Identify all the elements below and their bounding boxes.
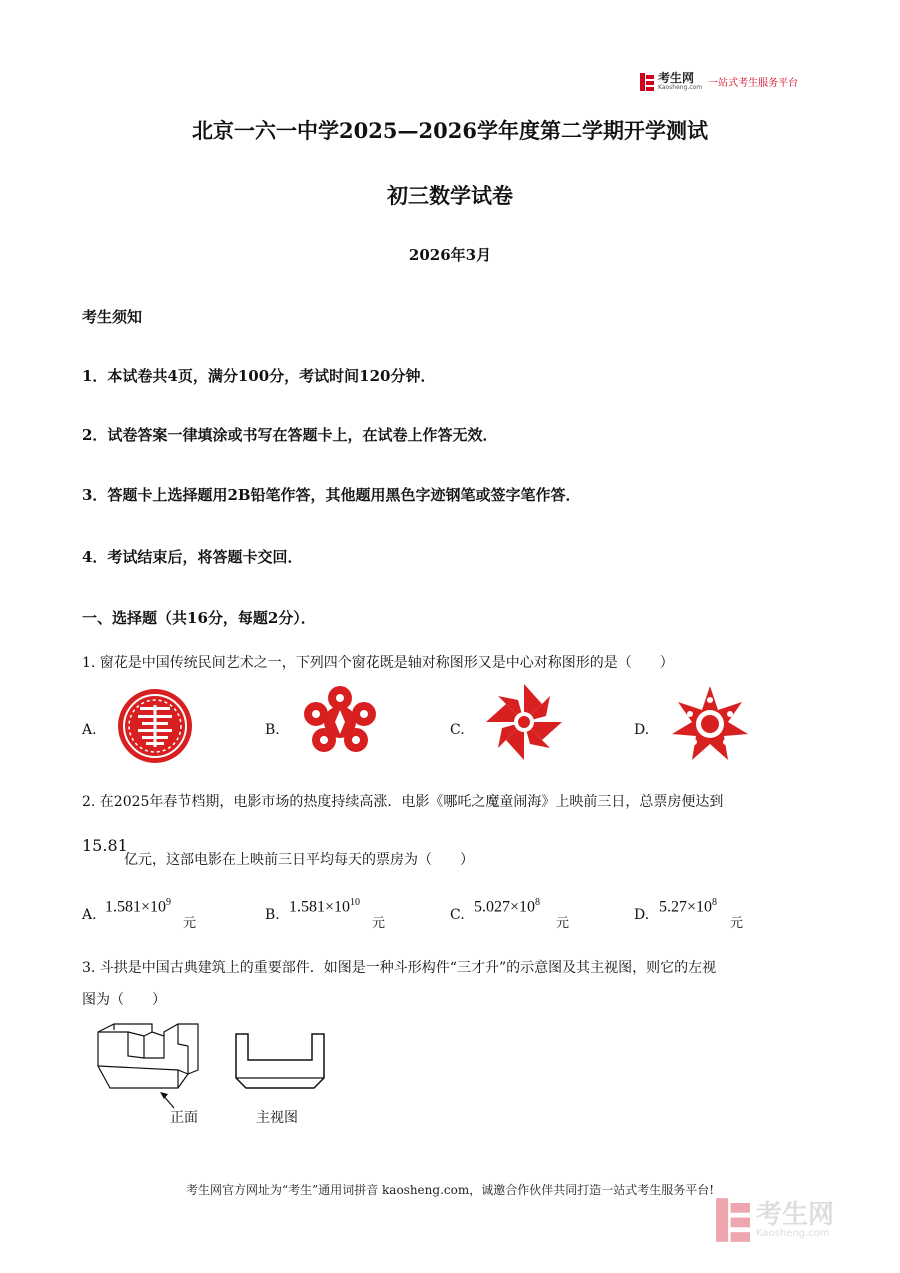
brand-name: 考生网 — [658, 71, 695, 85]
q3-main-view-figure — [232, 1030, 328, 1092]
question-2-amount: 15.81 — [82, 836, 128, 855]
brand-logo — [640, 72, 798, 91]
q1-option-a-label: A. — [82, 722, 97, 738]
brand-url: Kaosheng.com — [658, 84, 703, 91]
question-2-text-line1: 2. 在2025年春节档期，电影市场的热度持续高涨．电影《哪吒之魔童闹海》上映前三日，总票房便达到 — [82, 794, 724, 810]
q2-option-d-value — [659, 897, 717, 916]
watermark-text — [756, 1199, 835, 1239]
notice-item-2: 2．试卷答案一律填涂或书写在答题卡上，在试卷上作答无效． — [82, 426, 498, 444]
exam-title: 北京一六一中学2025—2026学年度第二学期开学测试 — [192, 118, 708, 143]
q2-option-b-mantissa: 1.581×10 — [289, 898, 351, 916]
notice-item-4: 4．考试结束后，将答题卡交回． — [82, 548, 303, 566]
q1-option-a-paper-cut-icon — [116, 687, 194, 765]
q2-option-b-value — [289, 897, 360, 916]
q1-option-d-star-flower-cut-icon — [670, 684, 750, 764]
q3-sancaisheng-3d-figure — [94, 1020, 206, 1120]
watermark-logo-icon — [716, 1198, 750, 1242]
notice-heading: 考生须知 — [82, 308, 143, 326]
q2-option-a-unit: 元 — [183, 916, 197, 931]
q2-option-c-exponent: 8 — [535, 897, 541, 908]
watermark-brand-name: 考生网 — [756, 1199, 835, 1230]
question-3-text-line2: 图为（ ） — [82, 992, 166, 1008]
q2-option-d-unit: 元 — [730, 916, 744, 931]
q2-option-c-label: C. — [450, 907, 465, 923]
q1-option-b-flower-cut-icon — [300, 684, 380, 756]
q1-option-d-label: D. — [634, 722, 650, 738]
q2-option-d-exponent: 8 — [712, 897, 718, 908]
q1-option-c-pinwheel-cut-icon — [484, 682, 564, 762]
question-1-text: 1. 窗花是中国传统民间艺术之一，下列四个窗花既是轴对称图形又是中心对称图形的是（ ） — [82, 655, 674, 671]
q3-label-main-view: 主视图 — [256, 1110, 298, 1126]
q2-option-a-label: A. — [82, 907, 97, 923]
brand-text — [658, 72, 702, 91]
q2-option-a-mantissa: 1.581×10 — [105, 898, 167, 916]
watermark-brand-url: Kaosheng.com — [756, 1227, 830, 1239]
q2-option-b-exponent: 10 — [350, 897, 361, 908]
section-heading: 一、选择题（共16分，每题2分）． — [82, 609, 316, 627]
q1-option-c-label: C. — [450, 722, 465, 738]
question-2-text-line2: 亿元，这部电影在上映前三日平均每天的票房为（ ） — [124, 852, 474, 868]
q1-option-b-label: B. — [265, 722, 280, 738]
q2-option-a-exponent: 9 — [166, 897, 172, 908]
exam-date: 2026年3月 — [408, 246, 492, 264]
q2-option-b-label: B. — [265, 907, 280, 923]
q2-option-d-label: D. — [634, 907, 650, 923]
q2-option-a-value — [105, 897, 171, 916]
notice-item-3: 3．答题卡上选择题用2B铅笔作答，其他题用黑色字迹钢笔或签字笔作答． — [82, 486, 581, 504]
q2-option-b-unit: 元 — [372, 916, 386, 931]
exam-subtitle: 初三数学试卷 — [387, 183, 513, 208]
watermark-logo — [716, 1198, 834, 1242]
question-3-text-line1: 3. 斗拱是中国古典建筑上的重要部件．如图是一种斗形构件“三才升”的示意图及其主视图，则它的左视 — [82, 960, 717, 976]
notice-item-1: 1．本试卷共4页，满分100分，考试时间120分钟． — [82, 367, 436, 385]
q2-option-c-value — [474, 897, 540, 916]
q2-option-c-unit: 元 — [556, 916, 570, 931]
q2-option-d-mantissa: 5.27×10 — [659, 898, 713, 916]
q2-option-c-mantissa: 5.027×10 — [474, 898, 536, 916]
page-footer: 考生网官方网址为“考生”通用词拼音 kaosheng.com，诚邀合作伙伴共同打造一站式考生服务平台! — [185, 1183, 715, 1197]
q3-label-front: 正面 — [170, 1110, 198, 1126]
brand-slogan: 一站式考生服务平台 — [708, 78, 799, 89]
kaosheng-logo-icon — [640, 73, 654, 91]
